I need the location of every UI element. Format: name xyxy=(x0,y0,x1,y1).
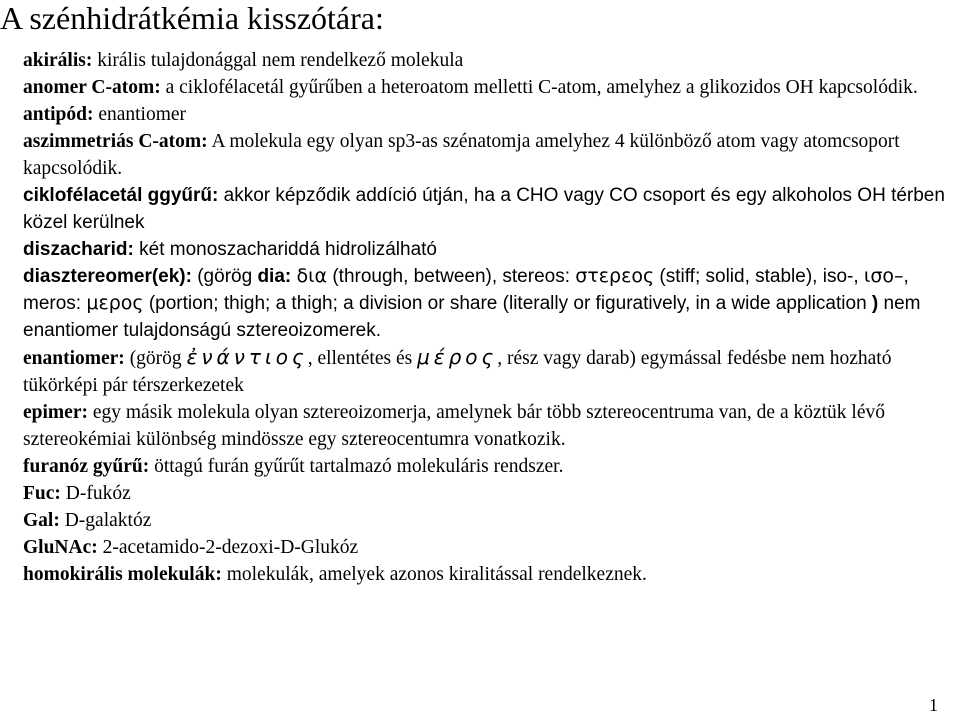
entry-text: (stiff; solid, stable), iso-, xyxy=(654,266,864,287)
greek-word: μερος xyxy=(86,292,144,314)
greek-word: μέρος xyxy=(417,345,498,369)
entry-text: , ellentétes és xyxy=(307,348,418,369)
glossary-entry-anomer xyxy=(23,74,948,101)
entry-text: (portion; thigh; a thigh; a division or share (literally or figuratively, in a wide application xyxy=(143,293,872,314)
greek-word: δια xyxy=(296,265,328,287)
greek-word: ἐνάντιος xyxy=(186,345,308,369)
entry-definition: molekulák, amelyek azonos kiralitással rendelkeznek. xyxy=(221,564,647,585)
entry-definition: 2-acetamido-2-dezoxi-D-Glukóz xyxy=(97,537,359,558)
glossary-entry-diszacharid xyxy=(23,236,948,263)
entry-term: Fuc: xyxy=(23,483,61,504)
glossary-entry-gal xyxy=(23,507,948,534)
entry-definition: D-galaktóz xyxy=(59,510,152,531)
greek-word: στερεος xyxy=(575,265,655,287)
glossary-entry-furanoz xyxy=(23,453,948,480)
entry-term: aszimmetriás C-atom: xyxy=(23,131,208,152)
entry-term: furanóz gyűrű: xyxy=(23,456,150,477)
entry-term: diszacharid: xyxy=(23,239,134,260)
glossary-entry-glunac xyxy=(23,534,948,561)
greek-word: ισο– xyxy=(863,265,904,287)
page-number: 1 xyxy=(929,695,938,715)
glossary-entry-enantiomer xyxy=(23,344,948,399)
entry-text: (görög xyxy=(124,348,187,369)
glossary-entry-akiralis xyxy=(23,47,948,74)
entry-term: homokirális molekulák: xyxy=(23,564,222,585)
entry-term: antipód: xyxy=(23,104,94,125)
entry-subterm: dia: xyxy=(257,266,292,287)
entry-definition: öttagú furán gyűrűt tartalmazó molekuláris rendszer. xyxy=(149,456,564,477)
entry-term: enantiomer: xyxy=(23,348,125,369)
entry-text: , rész vagy darab) egymással fedésbe nem hozható tükörképi pár térszerkezetek xyxy=(23,348,892,396)
entry-text: (görög xyxy=(191,266,258,287)
entry-term: diasztereomer(ek): xyxy=(23,266,192,287)
entry-definition: akkor képződik addíció útján, ha a CHO vagy CO csoport és egy alkoholos OH térben közel kerülnek xyxy=(23,185,945,233)
glossary-entry-aszimmetrias xyxy=(23,128,948,182)
glossary-entry-epimer xyxy=(23,399,948,453)
entry-term: epimer: xyxy=(23,402,88,423)
entry-bracket: ) xyxy=(871,293,879,314)
entry-text: (through, between), stereos: xyxy=(327,266,576,287)
entry-term: akirális: xyxy=(23,50,93,71)
entry-definition: királis tulajdonággal nem rendelkező molekula xyxy=(92,50,464,71)
glossary-entry-homokiralis xyxy=(23,561,948,588)
entry-term: GluNAc: xyxy=(23,537,98,558)
entry-text: , meros: xyxy=(23,266,909,314)
entry-definition: egy másik molekula olyan sztereoizomerja, amelynek bár több sztereocentruma van, de a köztük lévő sztereokémiai különbség mindössze egy sztereocentumra vonatkozik. xyxy=(23,402,886,450)
glossary-entry-diasztereomer xyxy=(23,263,948,344)
glossary-entry-ciklofelacetal xyxy=(23,182,948,236)
entry-term: ciklofélacetál ggyűrű: xyxy=(23,185,219,206)
glossary-entry-fuc xyxy=(23,480,948,507)
entry-term: Gal: xyxy=(23,510,60,531)
entry-definition: enantiomer xyxy=(93,104,187,125)
entry-definition: D-fukóz xyxy=(60,483,131,504)
entry-definition: A molekula egy olyan sp3-as szénatomja amelyhez 4 különböző atom vagy atomcsoport kapcsolódik. xyxy=(23,131,900,179)
glossary-list xyxy=(23,47,948,588)
entry-text: nem enantiomer tulajdonságú sztereoizomerek. xyxy=(23,293,921,341)
glossary-entry-antipod xyxy=(23,101,948,128)
entry-definition: a ciklofélacetál gyűrűben a heteroatom melletti C-atom, amelyhez a glikozidos OH kapcsolódik. xyxy=(160,77,918,98)
page-title: A szénhidrátkémia kisszótára: xyxy=(0,0,384,36)
entry-term: anomer C-atom: xyxy=(23,77,161,98)
entry-definition: két monoszachariddá hidrolizálható xyxy=(133,239,437,260)
